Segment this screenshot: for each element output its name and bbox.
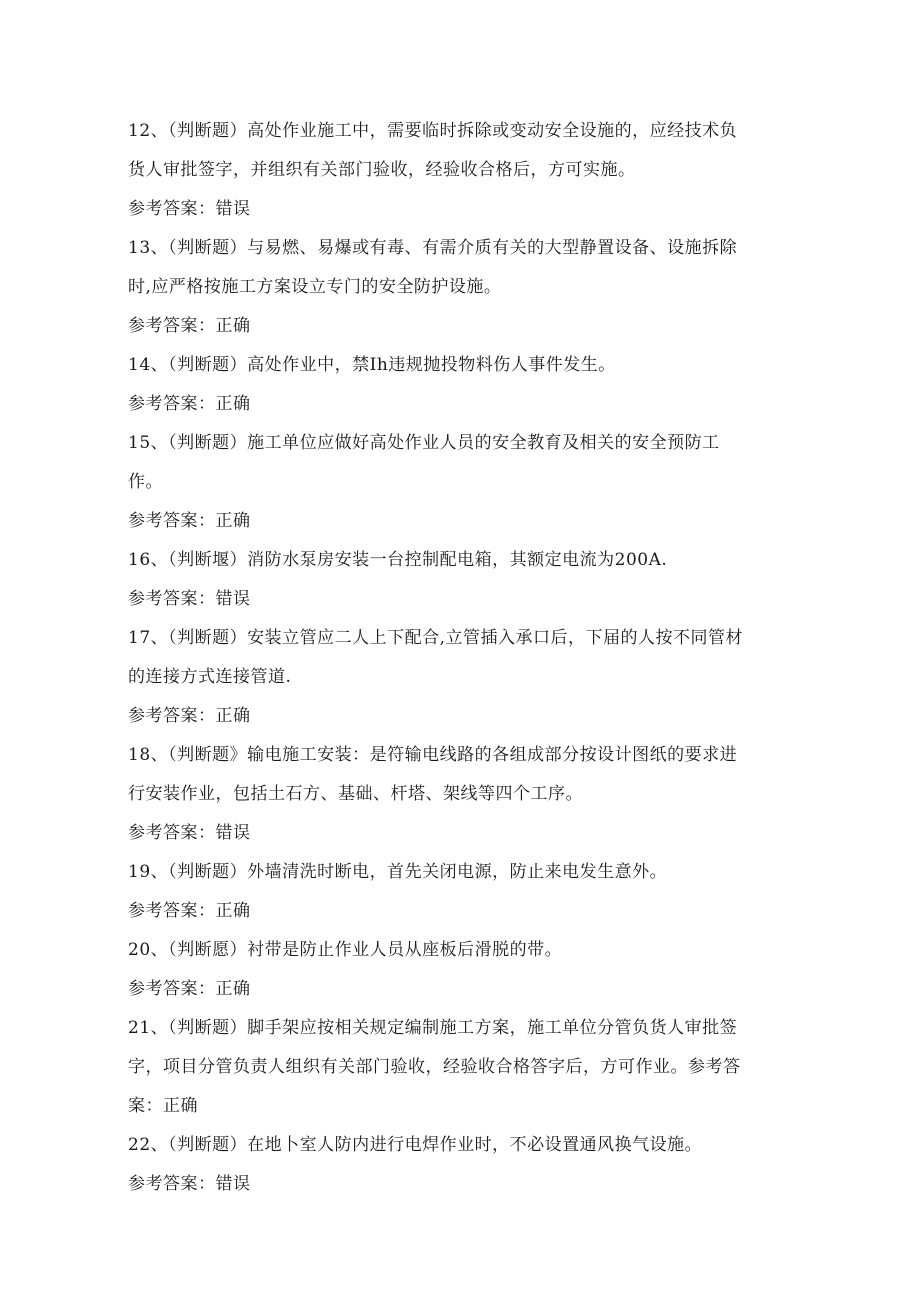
q21-text-line-1: 21、（判断题）脚手架应按相关规定编制施工方案，施工单位分管负货人审批签: [128, 1018, 738, 1038]
q12-text-line-1: 12、（判断题）高处作业施工中，需要临时拆除或变动安全设施的，应经技术负: [128, 121, 738, 141]
q21-text-line-2: 字，项目分管负责人组织有关部门验收，经验收合格答字后，方可作业。参考答: [128, 1057, 741, 1077]
q18-text-line-1: 18、（判断题》输电施工安装：是符输电线路的各组成部分按设计图纸的要求进: [128, 745, 738, 765]
q20-text-line-1: 20、（判断愿）衬带是防止作业人员从座板后滑脱的带。: [128, 940, 563, 960]
q17-text-line-1: 17、（判断题）安装立管应二人上下配合,立管插入承口后，下届的人按不同管材: [128, 628, 744, 648]
q20-answer: 参考答案：正确: [128, 979, 251, 999]
q12-text-line-2: 货人审批签字，并组织有关部门验收，经验收合格后，方可实施。: [128, 160, 636, 180]
q15-text-line-1: 15、（判断题）施工单位应做好高处作业人员的安全教育及相关的安全预防工: [128, 433, 720, 453]
q21-answer: 案：正确: [128, 1096, 198, 1116]
q19-text-line-1: 19、（判断题）外墙清洗时断电，首先关闭电源，防止来电发生意外。: [128, 862, 668, 882]
q17-text-line-2: 的连接方式连接管道.: [128, 667, 292, 687]
q16-answer: 参考答案：错误: [128, 589, 251, 609]
q15-text-line-2: 作。: [128, 472, 163, 492]
q19-answer: 参考答案：正确: [128, 901, 251, 921]
q18-answer: 参考答案：错误: [128, 823, 251, 843]
q18-text-line-2: 行安装作业，包括土石方、基础、杆塔、架线等四个工序。: [128, 784, 583, 804]
q13-answer: 参考答案：正确: [128, 316, 251, 336]
q17-answer: 参考答案：正确: [128, 706, 251, 726]
q12-answer: 参考答案：错误: [128, 199, 251, 219]
q13-text-line-1: 13、（判断题）与易燃、易爆或有毒、有需介质有关的大型静置设备、设施拆除: [128, 238, 738, 258]
q14-text-line-1: 14、（判断题）高处作业中，禁Ih违规抛投物料伤人事件发生。: [128, 355, 616, 375]
q15-answer: 参考答案：正确: [128, 511, 251, 531]
q16-text-line-1: 16、（判断堰）消防水泵房安装一台控制配电箱，其额定电流为200A.: [128, 550, 668, 570]
q14-answer: 参考答案：正确: [128, 394, 251, 414]
q13-text-line-2: 时,应严格按施工方案设立专门的安全防护设施。: [128, 277, 502, 297]
q22-text-line-1: 22、（判断题）在地卜室人防内进行电焊作业时，不必设置通风换气设施。: [128, 1135, 703, 1155]
q22-answer: 参考答案：错误: [128, 1174, 251, 1194]
